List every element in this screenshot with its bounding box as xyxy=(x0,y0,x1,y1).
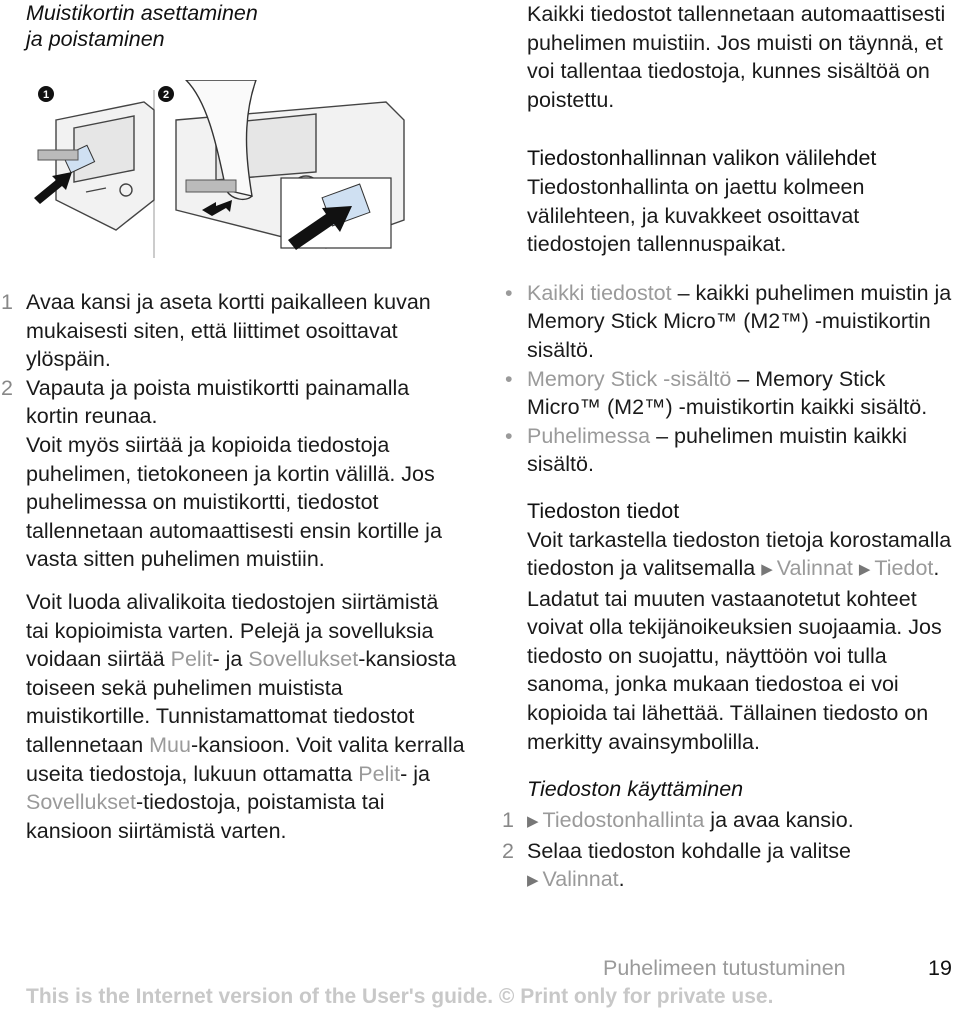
menu-tiedot: Tiedot xyxy=(874,556,934,581)
bullet-memory-stick: • Memory Stick -sisältö – Memory Stick Micro™ (M2™) -muistikortin kaikki sisältö. xyxy=(505,366,928,420)
intro-paragraph: Kaikki tiedostot tallennetaan automaattisesti puhelimen muistiin. Jos muisti on täynnä, et voi tallentaa tiedostoja, kunnes sisältöä on poistettu. xyxy=(527,2,946,112)
bullet-dot-icon: • xyxy=(505,280,513,305)
section-title-line1: Muistikortin asettaminen xyxy=(26,1,258,25)
step-2-number: 2 xyxy=(1,375,13,400)
right-column xyxy=(502,0,957,896)
use-step-1-number: 1 xyxy=(502,808,514,833)
arrow-right-icon: ▶ xyxy=(761,561,773,579)
section-title xyxy=(26,0,346,52)
page-number: 19 xyxy=(928,956,952,980)
menu-valinnat-2: Valinnat xyxy=(542,867,619,892)
menu-sovellukset: Sovellukset xyxy=(248,647,359,672)
svg-text:1: 1 xyxy=(42,89,50,101)
memory-card-illustration xyxy=(26,80,426,262)
menu-sovellukset-2: Sovellukset xyxy=(26,790,136,815)
heading-tabs: Tiedostonhallinnan valikon välilehdet xyxy=(527,146,877,171)
use-step-1: 1 ▶ Tiedostonhallinta ja avaa kansio. xyxy=(527,806,957,837)
step-1 xyxy=(1,288,466,374)
bullet-dot-icon: • xyxy=(505,423,513,448)
footer-disclaimer: This is the Internet version of the User's guide. © Print only for private use. xyxy=(26,985,774,1008)
arrow-right-icon: ▶ xyxy=(858,561,871,579)
footer-section-name: Puhelimeen tutustuminen xyxy=(603,956,846,980)
paragraph-transfer: Voit myös siirtää ja kopioida tiedostoja puhelimen, tietokoneen ja kortin välillä. Jos puhelimessa on muistikortti, tiedostot tallennetaan automaattisesti ensin kortille ja vasta sitten puhelimen muistiin. xyxy=(26,432,442,572)
arrow-right-icon: ▶ xyxy=(527,872,539,890)
use-step-2: 2 Selaa tiedoston kohdalle ja valitse ▶ Valinnat. xyxy=(502,838,851,892)
section-title-line2: ja poistaminen xyxy=(26,27,165,51)
menu-pelit: Pelit xyxy=(170,647,213,672)
bullet-dot-icon: • xyxy=(505,366,513,391)
file-info-paragraph: Voit tarkastella tiedoston tietoja korostamalla tiedoston ja valitsemalla ▶ Valinnat ▶ Tiedot. Ladatut tai muuten vastaanotetut kohteet voivat olla tekijänoikeuksien suojaamia. Jos tiedosto on suojattu, näyttöön voi tulla sanoma, jonka mukaan tiedostoa ei voi kopioida tai lähettää. Tällainen tiedosto on merkitty avainsymbolilla. xyxy=(527,527,952,754)
menu-pelit-2: Pelit xyxy=(358,761,401,786)
figure-badge-2 xyxy=(158,86,174,102)
svg-text:2: 2 xyxy=(162,89,170,101)
tabs-paragraph: Tiedostonhallinta on jaettu kolmeen välilehteen, ja kuvakkeet osoittavat tiedostojen tallennuspaikat. xyxy=(527,174,865,257)
arrow-right-icon: ▶ xyxy=(527,813,539,831)
menu-muu: Muu xyxy=(149,732,191,757)
storage-tab-list xyxy=(505,279,957,479)
paragraph-subfolders: Voit luoda alivalikoita tiedostojen siirtämistä tai kopioimista varten. Pelejä ja sovelluksia voidaan siirtää Pelit- ja Sovellukset-kansiosta toiseen sekä puhelimen muistista muistikortille. Tunnistamattomat tiedostot tallennetaan Muu-kansioon. Voit valita kerralla useita tiedostoja, lukuun ottamatta Pelit- ja Sovellukset-tiedostoja, poistamista tai kansioon siirtämistä varten. xyxy=(26,589,465,843)
menu-valinnat: Valinnat xyxy=(776,556,853,581)
step-1-number: 1 xyxy=(1,290,13,314)
bullet-in-phone: • Puhelimessa – puhelimen muistin kaikki sisältö. xyxy=(505,423,908,477)
heading-file-use: Tiedoston käyttäminen xyxy=(527,777,744,802)
bullet-all-files: • Kaikki tiedostot – kaikki puhelimen muistin ja Memory Stick Micro™ (M2™) -muistikortin sisältö. xyxy=(505,280,952,362)
use-step-2-number: 2 xyxy=(502,838,514,863)
step-1-text: Avaa kansi ja aseta kortti paikalleen kuvan mukaisesti siten, että liittimet osoittavat ylöspäin. xyxy=(26,290,431,372)
menu-tiedostonhallinta: Tiedostonhallinta xyxy=(542,808,705,833)
step-2-text: Vapauta ja poista muistikortti painamalla kortin reunaa. xyxy=(26,375,410,429)
left-column xyxy=(1,258,466,845)
figure-badge-1 xyxy=(38,86,54,102)
heading-file-info: Tiedoston tiedot xyxy=(527,498,680,523)
step-2 xyxy=(1,374,466,431)
